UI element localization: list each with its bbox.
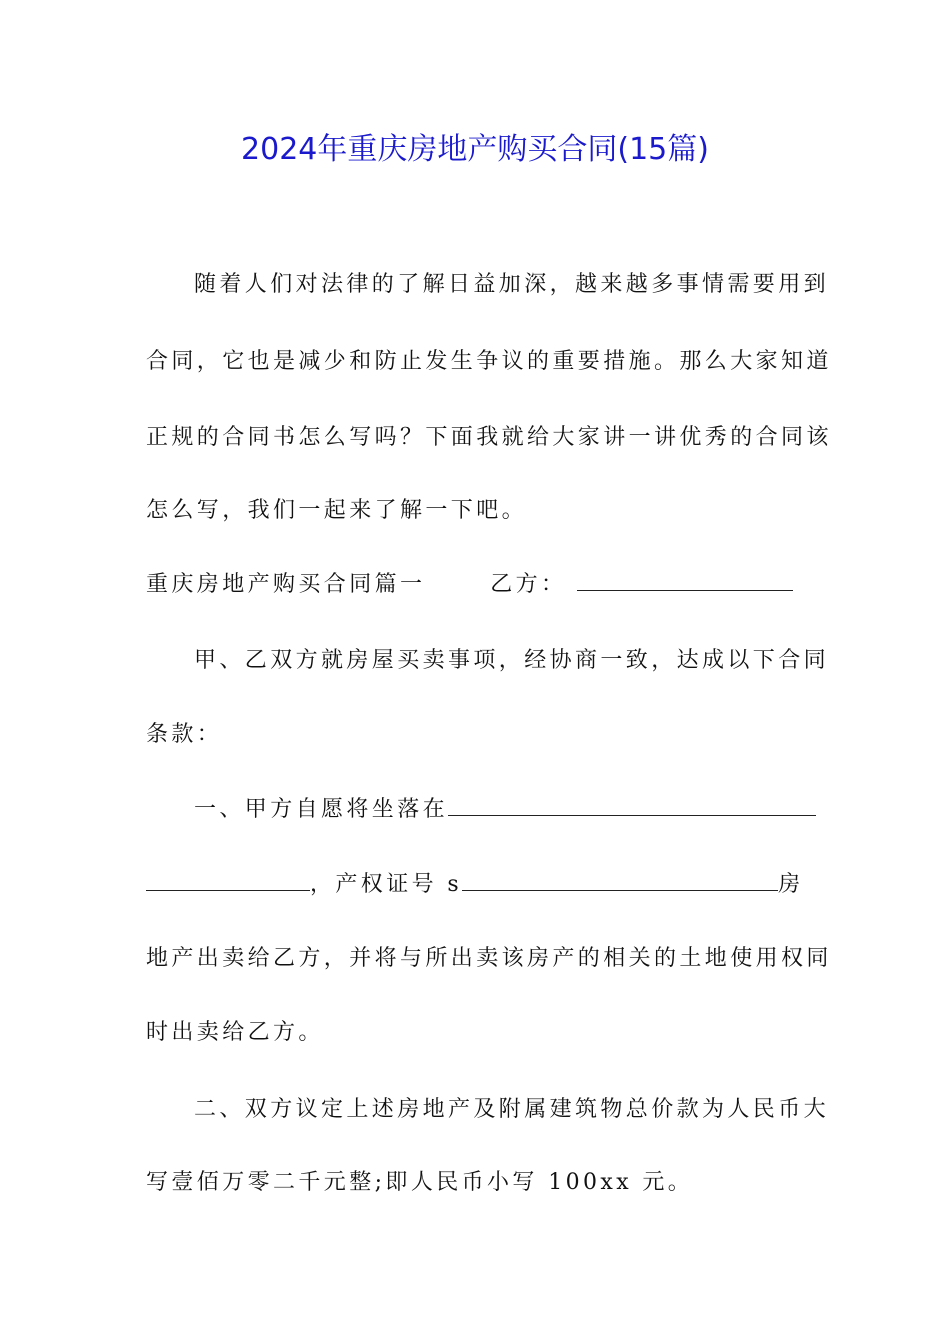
clause2-line-1: 二、双方议定上述房地产及附属建筑物总价款为人民币大 [194,1097,830,1122]
clause1-line-4: 时出卖给乙方。 [146,1020,324,1045]
clause1-line-2-end: 房 [778,872,804,897]
location-blank-cont [146,868,310,891]
intro-line-4: 怎么写，我们一起来了解一下吧。 [146,498,528,523]
section-heading: 重庆房地产购买合同篇一 [146,572,426,597]
para1-line-2: 条款： [146,722,223,747]
party-b-blank [577,568,793,591]
party-b-label: 乙方： [490,572,567,597]
clause1-line-3: 地产出卖给乙方，并将与所出卖该房产的相关的土地使用权同 [146,946,832,971]
certificate-blank [462,868,778,891]
para1-line-1: 甲、乙双方就房屋买卖事项，经协商一致，达成以下合同 [194,648,830,673]
intro-line-1: 随着人们对法律的了解日益加深，越来越多事情需要用到 [194,272,830,297]
clause1-prefix: 一、甲方自愿将坐落在 [194,797,449,822]
clause1-line-2 [146,868,808,902]
location-blank [448,793,816,816]
intro-line-2: 合同，它也是减少和防止发生争议的重要措施。那么大家知道 [146,349,832,374]
intro-line-3: 正规的合同书怎么写吗？下面我就给大家讲一讲优秀的合同该 [146,425,832,450]
section-heading-row [146,568,808,602]
clause1-line-1 [146,793,856,827]
clause2-line-2: 写壹佰万零二千元整;即人民币小写 100xx 元。 [146,1170,694,1195]
certificate-label: ，产权证号 s [310,872,463,897]
document-title: 2024年重庆房地产购买合同(15篇) [241,132,709,167]
